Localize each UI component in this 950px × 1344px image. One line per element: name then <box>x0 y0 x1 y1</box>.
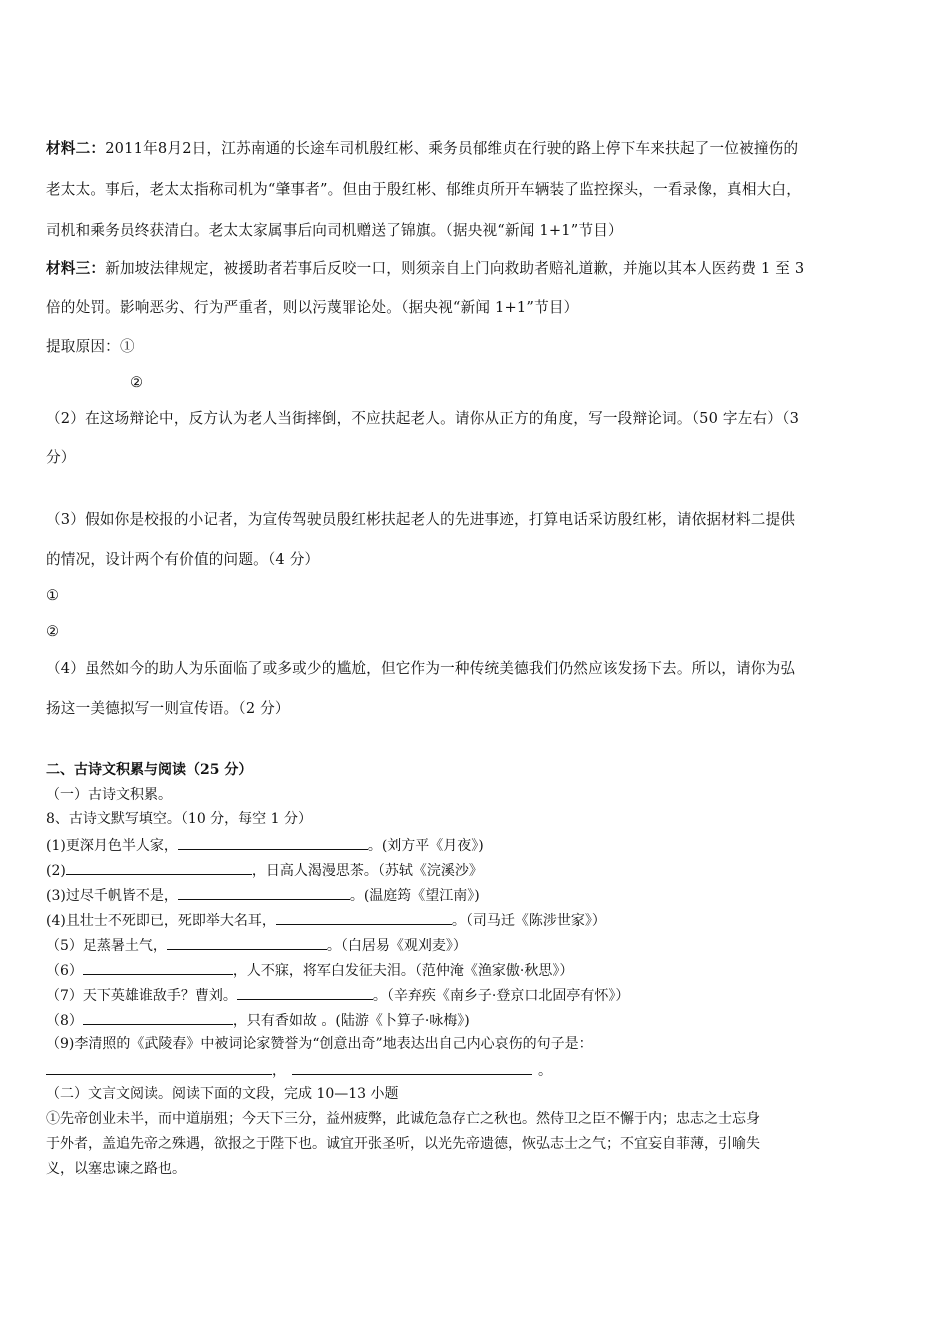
poem-5-prefix: （5）足蒸暑土气， <box>46 938 167 954</box>
poem-item-7 <box>46 984 629 1006</box>
answer-blank-1[interactable] <box>178 834 368 850</box>
section2-sub1: （一）古诗文积累。 <box>46 787 172 803</box>
poem-item-3 <box>46 884 480 906</box>
poem-5-source: 。（白居易《观刈麦》） <box>326 938 467 954</box>
material2-label: 材料二： <box>46 140 106 157</box>
poem-9-separator: ， <box>272 1063 286 1079</box>
extract-line1: 提取原因：① <box>46 338 135 355</box>
answer-blank-8[interactable] <box>83 1009 233 1025</box>
poem-item-8 <box>46 1009 470 1031</box>
material2-line1 <box>46 139 798 159</box>
poem-item-9: （9)李清照的《武陵春》中被词论家赞誉为“创意出奇”地表达出自己内心哀伤的句子是： <box>46 1036 593 1052</box>
poem-6-source: ，人不寐，将军白发征夫泪。（范仲淹《渔家傲·秋思》） <box>232 963 574 979</box>
answer-blank-7[interactable] <box>237 984 373 1000</box>
answer-blank-2[interactable] <box>66 859 252 875</box>
q3-mark1: ① <box>46 587 60 604</box>
poem-3-prefix: (3)过尽千帆皆不是， <box>46 888 178 904</box>
q2-line2: 分） <box>46 449 76 466</box>
poem-item-1 <box>46 834 484 856</box>
poem-1-prefix: (1)更深月色半人家， <box>46 838 178 854</box>
poem-2-source: ，日高人渴漫思茶。（苏轼《浣溪沙》 <box>251 863 483 879</box>
q4-line1: （4）虽然如今的助人为乐面临了或多或少的尴尬，但它作为一种传统美德我们仍然应该发扬下去。所以，请你为弘 <box>46 660 796 677</box>
poem-3-source: 。(温庭筠《望江南》) <box>349 888 480 904</box>
q8-heading: 8、古诗文默写填空。（10 分，每空 1 分） <box>46 811 312 827</box>
q3-line2: 的情况，设计两个有价值的问题。（4 分） <box>46 551 320 568</box>
material2-line3: 司机和乘务员终获清白。老太太家属事后向司机赠送了锦旗。（据央视“新闻 1+1”节目） <box>46 222 623 239</box>
extract-line2: ② <box>130 374 144 391</box>
passage-line2: 于外者，盖追先帝之殊遇，欲报之于陛下也。诚宜开张圣听，以光先帝遗德，恢弘志士之气；不宜妄自菲薄，引喻失 <box>46 1136 760 1152</box>
material3-text1: 新加坡法律规定，被援助者若事后反咬一口，则须亲自上门向救助者赔礼道歉，并施以其本人医药费 1 至 3 <box>105 260 805 277</box>
poem-item-5 <box>46 934 467 956</box>
answer-blank-6[interactable] <box>83 959 233 975</box>
answer-blank-9b[interactable] <box>292 1059 532 1075</box>
poem-4-source: 。（司马迁《陈涉世家》） <box>451 913 606 929</box>
poem-item-2 <box>46 859 483 881</box>
q3-mark2: ② <box>46 623 60 640</box>
answer-blank-3[interactable] <box>178 884 350 900</box>
poem-4-prefix: (4)且壮士不死即已，死即举大名耳， <box>46 913 276 929</box>
poem-7-prefix: （7）天下英雄谁敌手？曹刘。 <box>46 988 237 1004</box>
material2-text1: 2011年8月2日，江苏南通的长途车司机殷红彬、乘务员郁维贞在行驶的路上停下车来扶起了一位被撞伤的 <box>105 140 799 157</box>
q4-line2: 扬这一美德拟写一则宣传语。（2 分） <box>46 700 290 717</box>
material3-line2: 倍的处罚。影响恶劣、行为严重者，则以污蔑罪论处。（据央视“新闻 1+1”节目） <box>46 299 579 316</box>
answer-blank-9a[interactable] <box>46 1059 272 1075</box>
q2-line1: （2）在这场辩论中，反方认为老人当街摔倒，不应扶起老人。请你从正方的角度，写一段辩论词。（50 字左右）（3 <box>46 410 800 427</box>
poem-8-prefix: （8） <box>46 1013 83 1029</box>
section2-title: 二、古诗文积累与阅读（25 分） <box>46 762 253 778</box>
material2-line2: 老太太。事后，老太太指称司机为“肇事者”。但由于殷红彬、郁维贞所开车辆装了监控探头，一看录像，真相大白， <box>46 181 802 198</box>
section2-sub2: （二）文言文阅读。阅读下面的文段，完成 10—13 小题 <box>46 1086 399 1102</box>
poem-8-source: ，只有香如故 。(陆游《卜算子·咏梅》) <box>232 1013 470 1029</box>
poem-item-4 <box>46 909 606 931</box>
poem-2-prefix: (2) <box>46 863 66 879</box>
answer-blank-4[interactable] <box>276 909 452 925</box>
poem-9-end: 。 <box>538 1063 552 1079</box>
poem-item-6 <box>46 959 573 981</box>
poem-7-source: 。（辛弃疾《南乡子·登京口北固亭有怀》） <box>372 988 630 1004</box>
poem-item-9-answers <box>46 1059 552 1081</box>
passage-line3: 义，以塞忠谏之路也。 <box>46 1161 186 1177</box>
answer-blank-5[interactable] <box>167 934 327 950</box>
material3-line1 <box>46 259 804 279</box>
q3-line1: （3）假如你是校报的小记者，为宣传驾驶员殷红彬扶起老人的先进事迹，打算电话采访殷红彬，请依据材料二提供 <box>46 511 796 528</box>
poem-1-source: 。(刘方平《月夜》) <box>367 838 484 854</box>
passage-line1: ①先帝创业未半，而中道崩殂；今天下三分，益州疲弊，此诚危急存亡之秋也。然侍卫之臣不懈于内；忠志之士忘身 <box>46 1111 760 1127</box>
poem-6-prefix: （6） <box>46 963 83 979</box>
material3-label: 材料三： <box>46 260 106 277</box>
